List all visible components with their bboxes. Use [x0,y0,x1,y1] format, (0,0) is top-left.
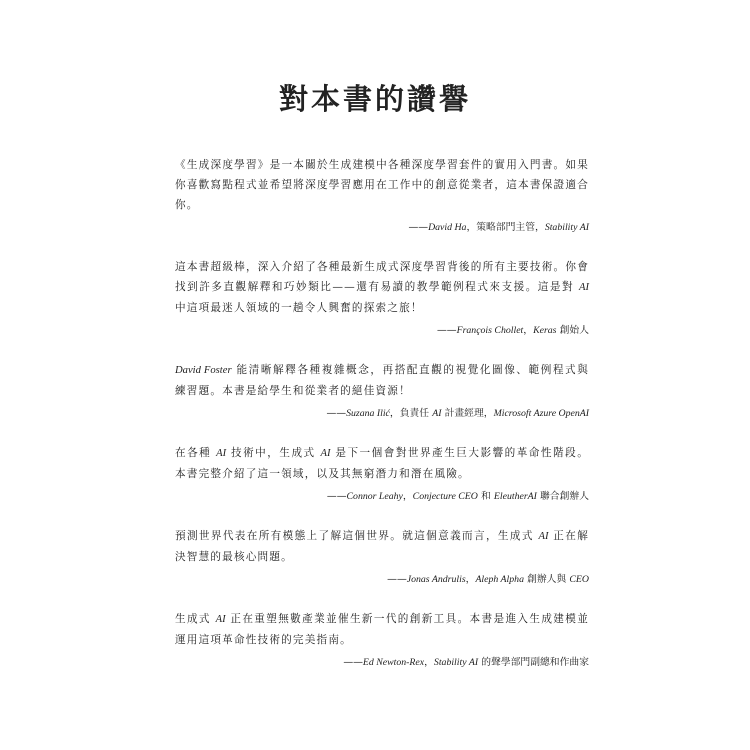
testimonial-item [175,257,589,340]
testimonial-quote: David Foster 能清晰解釋各種複雜概念，再搭配直觀的視覺化圖像、範例程式與練習題。本書是給學生和從業者的絕佳資源！ [175,364,589,397]
testimonial-attribution: ——Ed Newton-Rex，Stability AI 的聲學部門副總和作曲家 [343,657,589,668]
testimonial-quote: 預測世界代表在所有模態上了解這個世界。就這個意義而言，生成式 AI 正在解決智慧的最核心問題。 [175,530,589,563]
testimonial-attribution: ——David Ha，策略部門主管，Stability AI [408,222,589,233]
testimonial-attribution: ——Jonas Andrulis，Aleph Alpha 創辦人與 CEO [387,574,589,585]
testimonial-attribution: ——François Chollet，Keras 創始人 [437,325,589,336]
page-title: 對本書的讚譽 [278,82,471,117]
testimonial-quote: 在各種 AI 技術中，生成式 AI 是下一個會對世界產生巨大影響的革命性階段。本書完整介紹了這一領域，以及其無窮潛力和潛在風險。 [175,447,589,480]
testimonial-item [175,609,589,672]
testimonial-attribution: ——Suzana Ilić，負責任 AI 計畫經理，Microsoft Azure OpenAI [326,408,589,419]
testimonial-list [175,155,589,692]
testimonial-item [175,443,589,506]
testimonial-quote: 生成式 AI 正在重塑無數產業並催生新一代的創新工具。本書是進入生成建模並運用這項革命性技術的完美指南。 [175,613,589,646]
testimonial-item [175,526,589,589]
testimonial-attribution: ——Connor Leahy，Conjecture CEO 和 EleutherAI 聯合創辦人 [326,491,589,502]
testimonial-quote: 這本書超級棒，深入介紹了各種最新生成式深度學習背後的所有主要技術。你會找到許多直觀解釋和巧妙類比——還有易讀的教學範例程式來支援。這是對 AI 中這項最迷人領域的一趟令人興奮的探索之旅！ [175,261,589,314]
testimonial-item [175,360,589,423]
testimonial-quote: 《生成深度學習》是一本關於生成建模中各種深度學習套件的實用入門書。如果你喜歡寫點程式並希望將深度學習應用在工作中的創意從業者，這本書保證適合你。 [175,159,589,211]
testimonial-item [175,155,589,237]
